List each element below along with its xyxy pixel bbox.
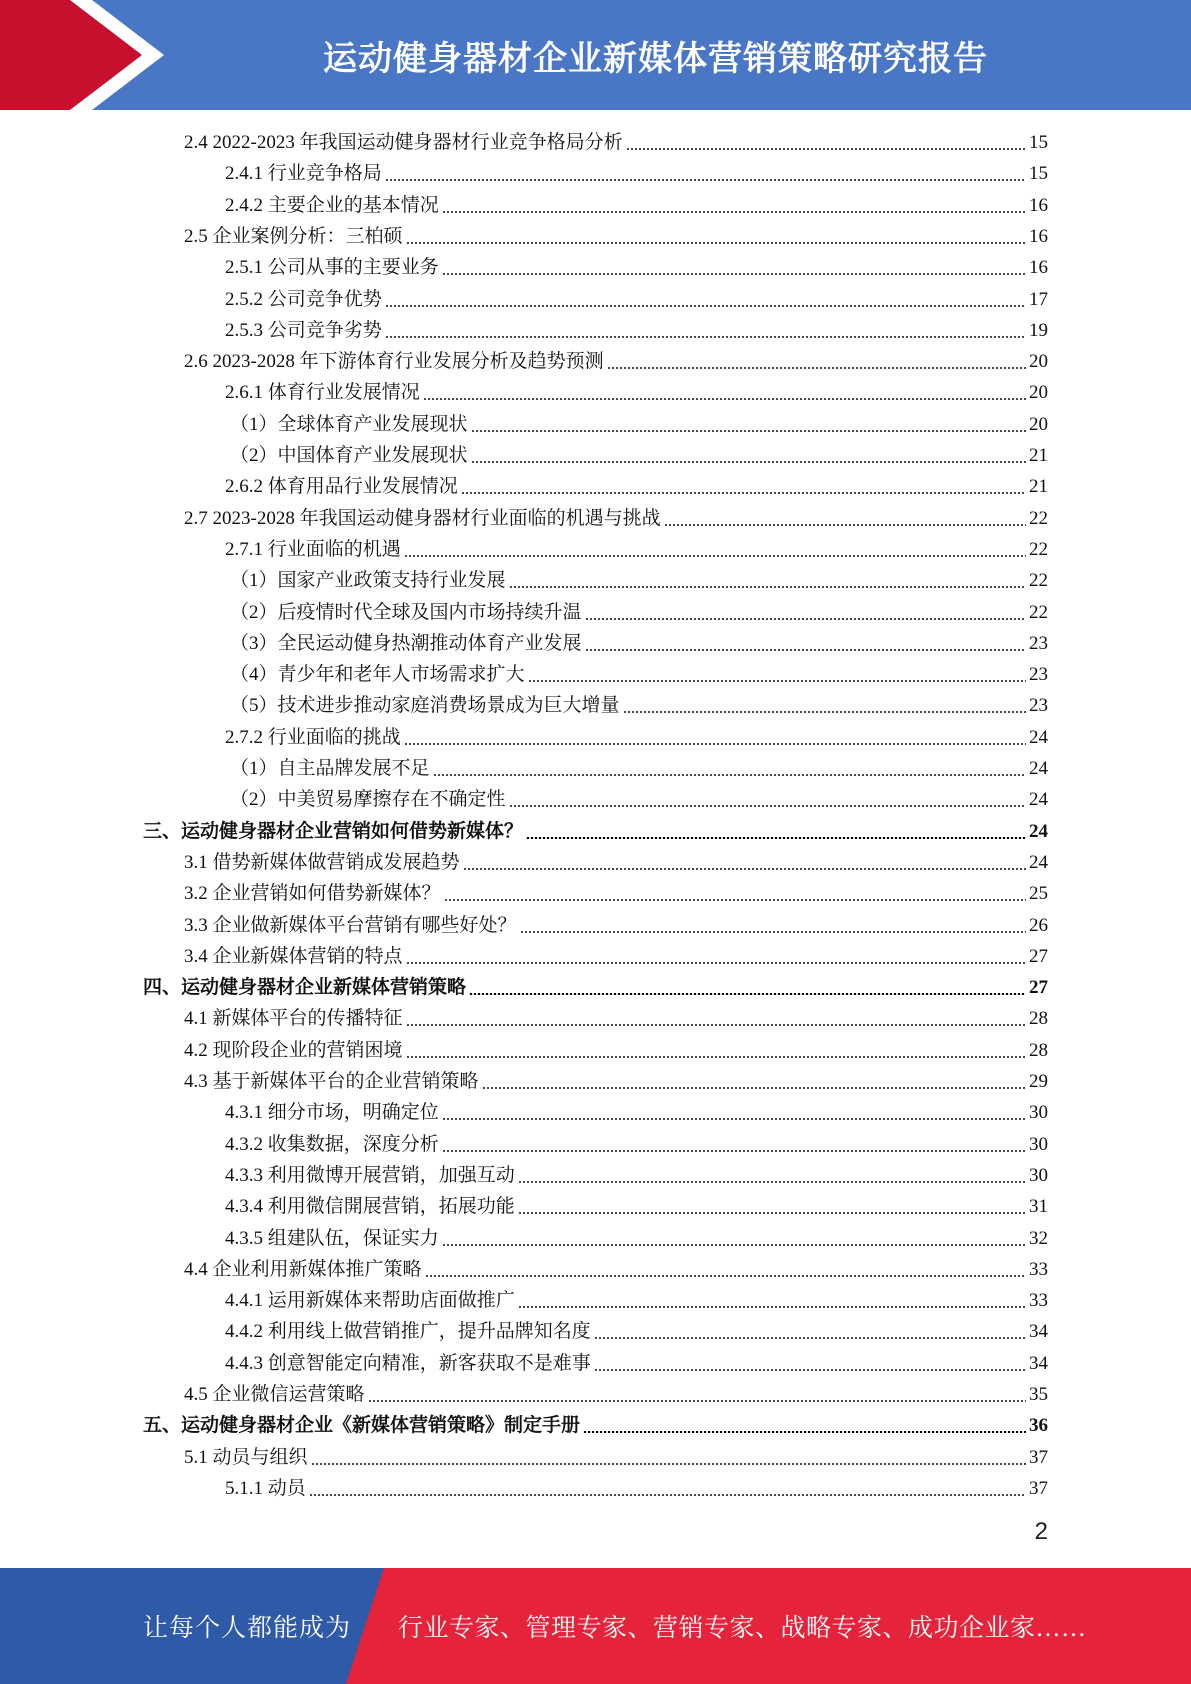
toc-entry[interactable]	[225, 1129, 1048, 1160]
toc-entry[interactable]	[143, 972, 1048, 1003]
toc-leader-dots	[404, 555, 1026, 557]
toc-entry-label: 2.7.2 行业面临的挑战	[225, 727, 401, 748]
toc-entry-page: 24	[1029, 789, 1048, 810]
toc-entry-page: 16	[1029, 226, 1048, 247]
toc-entry[interactable]	[143, 1410, 1048, 1441]
toc-entry-label: 2.5.2 公司竞争优势	[225, 289, 382, 310]
toc-entry-label: 2.6.1 体育行业发展情况	[225, 382, 420, 403]
toc-entry-label: 2.6 2023-2028 年下游体育行业发展分析及趋势预测	[184, 351, 604, 372]
toc-entry[interactable]	[225, 1160, 1048, 1191]
toc-entry-page: 25	[1029, 883, 1048, 904]
toc-entry[interactable]	[225, 1348, 1048, 1379]
toc-entry[interactable]	[230, 659, 1048, 690]
toc-leader-dots	[509, 586, 1026, 588]
toc-leader-dots	[385, 336, 1026, 338]
toc-leader-dots	[518, 1181, 1026, 1183]
toc-entry-page: 22	[1029, 539, 1048, 560]
toc-entry-page: 20	[1029, 351, 1048, 372]
toc-entry-page: 30	[1029, 1134, 1048, 1155]
toc-entry-label: 2.5 企业案例分析：三柏硕	[184, 226, 403, 247]
toc-entry-page: 20	[1029, 414, 1048, 435]
toc-entry-page: 15	[1029, 163, 1048, 184]
toc-entry[interactable]	[184, 1379, 1048, 1410]
toc-entry-label: （5）技术进步推动家庭消费场景成为巨大增量	[230, 695, 620, 716]
toc-entry-label: 2.4.1 行业竞争格局	[225, 163, 382, 184]
toc-leader-dots	[594, 1369, 1026, 1371]
footer-slogan-right: 行业专家、管理专家、营销专家、战略专家、成功企业家……	[398, 1615, 1087, 1642]
toc-entry-page: 36	[1029, 1415, 1048, 1436]
toc-leader-dots	[518, 1212, 1026, 1214]
toc-entry[interactable]	[225, 284, 1048, 315]
toc-entry[interactable]	[225, 315, 1048, 346]
toc-entry-page: 21	[1029, 476, 1048, 497]
toc-entry-label: 4.5 企业微信运营策略	[184, 1384, 365, 1405]
toc-entry[interactable]	[225, 1316, 1048, 1347]
toc-entry[interactable]	[225, 190, 1048, 221]
toc-entry-label: 5.1 动员与组织	[184, 1447, 308, 1468]
toc-entry-page: 27	[1029, 946, 1048, 967]
toc-leader-dots	[385, 305, 1026, 307]
toc-entry-page: 21	[1029, 445, 1048, 466]
toc-entry-label: 3.2 企业营销如何借势新媒体？	[184, 883, 441, 904]
toc-entry-page: 28	[1029, 1040, 1048, 1061]
toc-entry-label: （2）后疫情时代全球及国内市场持续升温	[230, 602, 582, 623]
toc-entry-label: （1）自主品牌发展不足	[230, 758, 430, 779]
page-number: 2	[1034, 1518, 1048, 1545]
toc-entry-page: 26	[1029, 915, 1048, 936]
toc-entry-page: 24	[1029, 758, 1048, 779]
toc-entry-label: 3.1 借势新媒体做营销成发展趋势	[184, 852, 460, 873]
toc-entry[interactable]	[225, 1285, 1048, 1316]
toc-entry-label: 4.3.5 组建队伍，保证实力	[225, 1228, 439, 1249]
toc-entry-page: 16	[1029, 195, 1048, 216]
toc-entry-page: 27	[1029, 977, 1048, 998]
toc-leader-dots	[406, 962, 1026, 964]
toc-entry[interactable]	[184, 910, 1048, 941]
toc-entry[interactable]	[225, 1097, 1048, 1128]
toc-entry-page: 15	[1029, 132, 1048, 153]
toc-leader-dots	[471, 461, 1026, 463]
toc-entry[interactable]	[225, 158, 1048, 189]
toc-entry-label: 4.4 企业利用新媒体推广策略	[184, 1259, 422, 1280]
toc-entry-label: 2.6.2 体育用品行业发展情况	[225, 476, 458, 497]
toc-entry[interactable]	[184, 127, 1048, 158]
toc-entry[interactable]	[230, 440, 1048, 471]
toc-entry[interactable]	[184, 1066, 1048, 1097]
toc-leader-dots	[442, 1244, 1026, 1246]
toc-leader-dots	[583, 1431, 1026, 1433]
toc-leader-dots	[385, 179, 1026, 181]
toc-entry[interactable]	[143, 816, 1048, 847]
toc-entry[interactable]	[184, 1003, 1048, 1034]
toc-entry-label: 3.3 企业做新媒体平台营销有哪些好处？	[184, 915, 517, 936]
toc-entry[interactable]	[184, 503, 1048, 534]
toc-entry-label: 4.4.3 创意智能定向精准，新客获取不是难事	[225, 1353, 591, 1374]
toc-entry[interactable]	[225, 534, 1048, 565]
toc-entry-label: 5.1.1 动员	[225, 1478, 306, 1499]
toc-entry-label: 4.3.1 细分市场，明确定位	[225, 1102, 439, 1123]
toc-entry-page: 16	[1029, 257, 1048, 278]
toc-entry[interactable]	[184, 1035, 1048, 1066]
toc-entry-page: 30	[1029, 1102, 1048, 1123]
toc-leader-dots	[594, 1337, 1026, 1339]
toc-entry-page: 29	[1029, 1071, 1048, 1092]
toc-leader-dots	[442, 1150, 1026, 1152]
page-footer	[0, 1568, 1191, 1684]
toc-entry-page: 32	[1029, 1228, 1048, 1249]
toc-entry-label: 4.3 基于新媒体平台的企业营销策略	[184, 1071, 479, 1092]
toc-entry-page: 31	[1029, 1196, 1048, 1217]
toc-entry-label: 4.3.3 利用微博开展营销，加强互动	[225, 1165, 515, 1186]
toc-entry-label: 4.4.1 运用新媒体来帮助店面做推广	[225, 1290, 515, 1311]
toc-entry-page: 24	[1029, 852, 1048, 873]
toc-entry[interactable]	[225, 1473, 1048, 1504]
toc-leader-dots	[463, 868, 1026, 870]
toc-entry-label: （4）青少年和老年人市场需求扩大	[230, 664, 525, 685]
toc-entry-label: （1）国家产业政策支持行业发展	[230, 570, 506, 591]
toc-entry-page: 20	[1029, 382, 1048, 403]
page-header	[0, 0, 1191, 110]
toc-entry-page: 19	[1029, 320, 1048, 341]
toc-entry-page: 33	[1029, 1290, 1048, 1311]
toc-leader-dots	[607, 367, 1026, 369]
toc-leader-dots	[585, 618, 1026, 620]
toc-entry-label: 2.4.2 主要企业的基本情况	[225, 195, 439, 216]
toc-leader-dots	[442, 211, 1026, 213]
toc-leader-dots	[423, 398, 1026, 400]
toc-entry-label: 3.4 企业新媒体营销的特点	[184, 946, 403, 967]
toc-entry[interactable]	[225, 377, 1048, 408]
toc-entry[interactable]	[230, 409, 1048, 440]
toc-entry[interactable]	[225, 722, 1048, 753]
footer-slogan-left: 让每个人都能成为	[143, 1615, 352, 1642]
toc-leader-dots	[425, 1275, 1026, 1277]
toc-entry-label: 2.5.3 公司竞争劣势	[225, 320, 382, 341]
toc-leader-dots	[444, 899, 1026, 901]
toc-leader-dots	[433, 774, 1026, 776]
toc-entry[interactable]	[225, 1191, 1048, 1222]
toc-leader-dots	[482, 1087, 1026, 1089]
toc-leader-dots	[518, 1306, 1026, 1308]
toc-entry-page: 23	[1029, 664, 1048, 685]
toc-entry-label: （1）全球体育产业发展现状	[230, 414, 468, 435]
toc-leader-dots	[526, 837, 1026, 839]
toc-leader-dots	[520, 931, 1026, 933]
toc-entry-page: 33	[1029, 1259, 1048, 1280]
toc-leader-dots	[442, 1118, 1026, 1120]
toc-entry[interactable]	[184, 1442, 1048, 1473]
toc-entry[interactable]	[225, 471, 1048, 502]
toc-entry-label: （3）全民运动健身热潮推动体育产业发展	[230, 633, 582, 654]
toc-entry-page: 34	[1029, 1353, 1048, 1374]
toc-entry[interactable]	[230, 690, 1048, 721]
toc-entry-page: 24	[1029, 821, 1048, 842]
toc-leader-dots	[442, 273, 1026, 275]
toc-entry-page: 22	[1029, 602, 1048, 623]
toc-entry[interactable]	[230, 628, 1048, 659]
toc-leader-dots	[309, 1494, 1026, 1496]
toc-entry[interactable]	[184, 941, 1048, 972]
toc-leader-dots	[368, 1400, 1026, 1402]
toc-leader-dots	[406, 1024, 1026, 1026]
toc-entry-page: 17	[1029, 289, 1048, 310]
toc-entry[interactable]	[230, 597, 1048, 628]
toc-entry-label: 五、运动健身器材企业《新媒体营销策略》制定手册	[143, 1415, 581, 1436]
toc-entry[interactable]	[184, 878, 1048, 909]
toc-leader-dots	[461, 492, 1026, 494]
toc-leader-dots	[404, 743, 1026, 745]
toc-leader-dots	[585, 649, 1026, 651]
toc-entry-label: （2）中美贸易摩擦存在不确定性	[230, 789, 506, 810]
toc-entry[interactable]	[184, 346, 1048, 377]
toc-entry-label: 4.2 现阶段企业的营销困境	[184, 1040, 403, 1061]
toc-entry-page: 22	[1029, 570, 1048, 591]
toc-entry[interactable]	[184, 1254, 1048, 1285]
toc-leader-dots	[469, 993, 1026, 995]
toc-entry-page: 24	[1029, 727, 1048, 748]
toc-leader-dots	[311, 1463, 1026, 1465]
toc-entry[interactable]	[225, 1223, 1048, 1254]
toc-entry[interactable]	[230, 784, 1048, 815]
toc-entry-page: 34	[1029, 1321, 1048, 1342]
toc-leader-dots	[406, 242, 1026, 244]
toc-leader-dots	[528, 680, 1026, 682]
toc-entry-page: 37	[1029, 1447, 1048, 1468]
toc-entry-page: 35	[1029, 1384, 1048, 1405]
toc-entry-label: 2.7 2023-2028 年我国运动健身器材行业面临的机遇与挑战	[184, 508, 661, 529]
toc-entry[interactable]	[230, 565, 1048, 596]
toc-leader-dots	[623, 711, 1026, 713]
toc-entry-label: 四、运动健身器材企业新媒体营销策略	[143, 977, 467, 998]
toc-leader-dots	[471, 430, 1026, 432]
toc-leader-dots	[406, 1056, 1026, 1058]
toc-entry-page: 28	[1029, 1008, 1048, 1029]
toc-entry[interactable]	[225, 252, 1048, 283]
toc-entry-label: 三、运动健身器材企业营销如何借势新媒体？	[143, 821, 524, 842]
toc-entry-label: 4.4.2 利用线上做营销推广，提升品牌知名度	[225, 1321, 591, 1342]
toc-leader-dots	[664, 524, 1026, 526]
toc-leader-dots	[509, 805, 1026, 807]
report-title: 运动健身器材企业新媒体营销策略研究报告	[323, 38, 988, 79]
toc-entry-label: （2）中国体育产业发展现状	[230, 445, 468, 466]
toc-entry-page: 22	[1029, 508, 1048, 529]
toc-entry-label: 4.1 新媒体平台的传播特征	[184, 1008, 403, 1029]
toc-leader-dots	[626, 148, 1026, 150]
toc-entry-label: 2.7.1 行业面临的机遇	[225, 539, 401, 560]
toc-entry[interactable]	[184, 847, 1048, 878]
toc-entry-label: 4.3.4 利用微信開展营销，拓展功能	[225, 1196, 515, 1217]
toc-entry-page: 30	[1029, 1165, 1048, 1186]
toc-entry-label: 2.5.1 公司从事的主要业务	[225, 257, 439, 278]
toc-entry-page: 23	[1029, 695, 1048, 716]
toc-entry[interactable]	[230, 753, 1048, 784]
toc-entry[interactable]	[184, 221, 1048, 252]
toc-entry-label: 4.3.2 收集数据，深度分析	[225, 1134, 439, 1155]
toc-entry-page: 23	[1029, 633, 1048, 654]
toc-entry-page: 37	[1029, 1478, 1048, 1499]
toc-entry-label: 2.4 2022-2023 年我国运动健身器材行业竞争格局分析	[184, 132, 623, 153]
